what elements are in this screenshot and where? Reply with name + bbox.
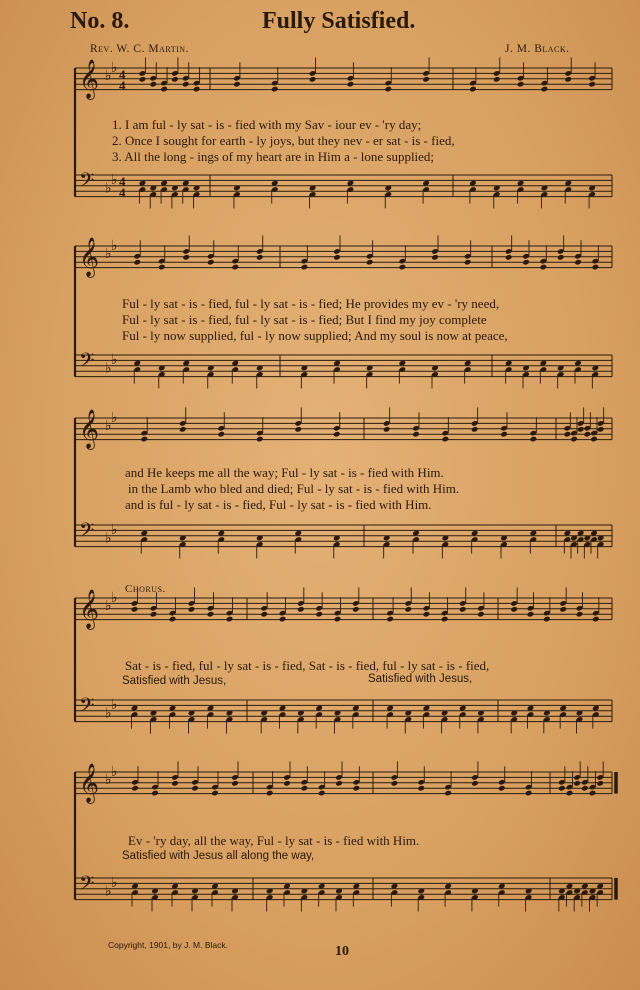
note-head xyxy=(353,785,361,792)
chorus-label: Chorus. xyxy=(125,583,166,595)
note-head xyxy=(226,616,234,623)
flat-sign-icon: ♭ xyxy=(105,530,112,547)
note-head xyxy=(574,259,582,266)
note-head xyxy=(527,611,535,618)
note-head xyxy=(581,785,589,792)
note-head xyxy=(469,86,477,93)
note-head xyxy=(399,264,407,271)
flat-sign-icon: ♭ xyxy=(111,59,118,76)
note-head xyxy=(459,606,467,613)
note-head xyxy=(510,606,518,613)
note-head xyxy=(541,86,549,93)
note-head xyxy=(441,616,449,623)
note-head xyxy=(131,785,139,792)
chorus-line-2: Ev - 'ry day, all the way, Ful - ly sat - is - fied with Him. xyxy=(128,833,420,848)
note-head xyxy=(207,611,215,618)
note-head xyxy=(334,616,342,623)
note-head xyxy=(149,81,157,88)
bass-clef-icon: 𝄢 xyxy=(79,518,95,547)
note-head xyxy=(471,780,479,787)
note-head xyxy=(540,264,548,271)
flat-sign-icon: ♭ xyxy=(105,705,112,722)
note-head xyxy=(140,436,148,443)
note-head xyxy=(179,426,187,433)
note-head xyxy=(596,780,604,787)
note-head xyxy=(301,264,309,271)
note-head xyxy=(422,76,430,83)
author-credit: Rev. W. C. Martin. xyxy=(90,43,189,55)
note-head xyxy=(431,254,439,261)
note-head xyxy=(477,611,485,618)
note-head xyxy=(557,254,565,261)
verse-2-line-3: in the Lamb who bled and died; Ful - ly sat - is - fied with Him. xyxy=(128,481,460,496)
bass-clef-icon: 𝄢 xyxy=(79,693,95,722)
verse-3-line-1: 3. All the long - ings of my heart are in Him a - lone supplied; xyxy=(112,149,435,164)
note-head xyxy=(207,259,215,266)
hymn-number: No. 8. xyxy=(70,8,130,34)
note-head xyxy=(564,431,572,438)
note-head xyxy=(444,790,452,797)
note-head xyxy=(517,81,525,88)
note-head xyxy=(158,264,166,271)
page-number: 10 xyxy=(335,944,349,959)
note-head xyxy=(493,76,501,83)
bass-clef-icon: 𝄢 xyxy=(79,871,95,900)
flat-sign-icon: ♭ xyxy=(105,883,112,900)
note-head xyxy=(522,259,530,266)
note-head xyxy=(366,259,374,266)
note-head xyxy=(294,426,302,433)
note-head xyxy=(171,76,179,83)
note-head xyxy=(231,780,239,787)
flat-sign-icon: ♭ xyxy=(111,409,118,426)
note-head xyxy=(217,431,225,438)
note-head xyxy=(231,264,239,271)
verse-1-line-1: 1. I am ful - ly sat - is - fied with my Sav - iour ev - 'ry day; xyxy=(112,117,422,132)
note-head xyxy=(171,780,179,787)
note-head xyxy=(498,785,506,792)
flat-sign-icon: ♭ xyxy=(111,237,118,254)
time-signature-bottom: 4 xyxy=(119,185,126,201)
note-head xyxy=(412,431,420,438)
treble-clef-icon: 𝄞 xyxy=(79,409,100,450)
note-head xyxy=(131,606,139,613)
note-head xyxy=(182,254,190,261)
verse-3-line-2: Ful - ly now supplied, ful - ly now supplied; And my soul is now at peace, xyxy=(122,328,508,343)
note-head xyxy=(442,436,450,443)
treble-clef-icon: 𝄞 xyxy=(79,589,100,630)
composer-credit: J. M. Black. xyxy=(505,43,570,55)
note-head xyxy=(588,81,596,88)
flat-sign-icon: ♭ xyxy=(111,589,118,606)
note-head xyxy=(386,616,394,623)
flat-sign-icon: ♭ xyxy=(111,697,118,714)
note-head xyxy=(193,86,201,93)
note-head xyxy=(333,431,341,438)
flat-sign-icon: ♭ xyxy=(111,875,118,892)
chorus-line-1-lower-b: Satisfied with Jesus, xyxy=(368,673,473,685)
note-head xyxy=(188,606,196,613)
note-head xyxy=(564,76,572,83)
note-head xyxy=(279,616,287,623)
note-head xyxy=(592,616,600,623)
note-head xyxy=(589,790,597,797)
note-head xyxy=(471,426,479,433)
flat-sign-icon: ♭ xyxy=(105,67,112,84)
treble-clef-icon: 𝄞 xyxy=(79,59,100,100)
chorus-line-2-lower: Satisfied with Jesus all along the way, xyxy=(122,850,315,862)
note-head xyxy=(417,785,425,792)
time-signature-top: 4 xyxy=(119,173,126,189)
bass-clef-icon: 𝄢 xyxy=(79,348,95,377)
time-signature-bottom: 4 xyxy=(119,78,126,94)
flat-sign-icon: ♭ xyxy=(111,522,118,539)
note-head xyxy=(333,254,341,261)
note-head xyxy=(283,780,291,787)
note-head xyxy=(590,436,598,443)
note-head xyxy=(315,611,323,618)
bass-clef-icon: 𝄢 xyxy=(79,168,95,197)
verse-1-line-3: and He keeps me all the way; Ful - ly sat - is - fied with Him. xyxy=(125,465,444,480)
note-head xyxy=(335,780,343,787)
note-head xyxy=(570,436,578,443)
note-head xyxy=(151,790,159,797)
note-head xyxy=(211,790,219,797)
note-head xyxy=(182,81,190,88)
chorus-line-1: Sat - is - fied, ful - ly sat - is - fied, Sat - is - fied, ful - ly sat - is - fied, xyxy=(125,658,490,673)
hymn-title: Fully Satisfied. xyxy=(262,8,416,34)
note-head xyxy=(150,611,158,618)
note-head xyxy=(573,780,581,787)
flat-sign-icon: ♭ xyxy=(111,352,118,369)
note-head xyxy=(384,86,392,93)
flat-sign-icon: ♭ xyxy=(111,172,118,189)
note-head xyxy=(139,76,147,83)
note-head xyxy=(266,790,274,797)
note-head xyxy=(543,616,551,623)
note-head xyxy=(597,426,605,433)
note-head xyxy=(347,81,355,88)
note-head xyxy=(464,259,472,266)
verse-2-line-2: Ful - ly sat - is - fied, ful - ly sat - is - fied; But I find my joy complete xyxy=(122,312,487,327)
flat-sign-icon: ♭ xyxy=(105,417,112,434)
treble-clef-icon: 𝄞 xyxy=(79,237,100,278)
note-head xyxy=(191,785,199,792)
note-head xyxy=(383,426,391,433)
note-head xyxy=(558,785,566,792)
note-head xyxy=(256,254,264,261)
note-head xyxy=(318,790,326,797)
note-head xyxy=(530,436,538,443)
note-head xyxy=(391,780,399,787)
note-head xyxy=(301,785,309,792)
note-head xyxy=(505,254,513,261)
verse-2-line-1: 2. Once I sought for earth - ly joys, but they nev - er sat - is - fied, xyxy=(112,133,455,148)
note-head xyxy=(169,616,177,623)
note-head xyxy=(297,606,305,613)
note-head xyxy=(309,76,317,83)
verse-3-line-3: and is ful - ly sat - is - fied, Ful - ly sat - is - fied with Him. xyxy=(125,497,432,512)
note-head xyxy=(559,606,567,613)
note-head xyxy=(576,611,584,618)
note-head xyxy=(352,606,360,613)
note-head xyxy=(271,86,279,93)
note-head xyxy=(423,611,431,618)
note-head xyxy=(133,259,141,266)
note-head xyxy=(500,431,508,438)
note-head xyxy=(577,426,585,433)
copyright-notice: Copyright, 1901, by J. M. Black. xyxy=(108,940,228,950)
chorus-line-1-lower-a: Satisfied with Jesus, xyxy=(122,675,227,687)
treble-clef-icon: 𝄞 xyxy=(79,763,100,804)
note-head xyxy=(584,431,592,438)
flat-sign-icon: ♭ xyxy=(105,597,112,614)
time-signature-top: 4 xyxy=(119,66,126,82)
note-head xyxy=(160,86,168,93)
note-head xyxy=(233,81,241,88)
flat-sign-icon: ♭ xyxy=(105,245,112,262)
note-head xyxy=(592,264,600,271)
note-head xyxy=(525,790,533,797)
flat-sign-icon: ♭ xyxy=(105,360,112,377)
note-head xyxy=(566,790,574,797)
note-head xyxy=(404,606,412,613)
flat-sign-icon: ♭ xyxy=(111,763,118,780)
verse-1-line-2: Ful - ly sat - is - fied, ful - ly sat - is - fied; He provides my ev - 'ry need, xyxy=(122,296,500,311)
flat-sign-icon: ♭ xyxy=(105,180,112,197)
flat-sign-icon: ♭ xyxy=(105,771,112,788)
note-head xyxy=(256,436,264,443)
note-head xyxy=(260,611,268,618)
